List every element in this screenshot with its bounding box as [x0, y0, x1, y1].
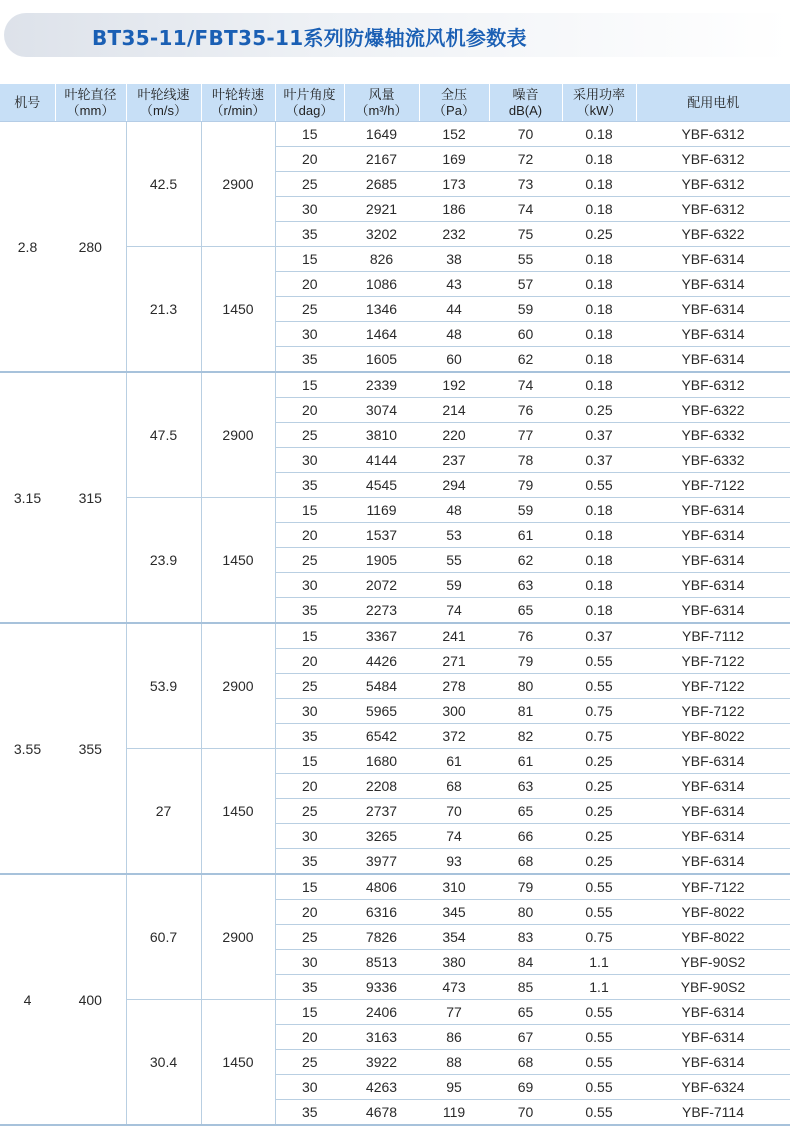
cell-motor: YBF-7122 [636, 674, 790, 699]
cell-motor: YBF-6314 [636, 799, 790, 824]
cell-motor: YBF-6324 [636, 1075, 790, 1100]
table-row [0, 122, 790, 147]
cell-power: 0.75 [562, 925, 636, 950]
cell-blade-angle: 25 [275, 172, 344, 197]
cell-power: 0.18 [562, 297, 636, 322]
cell-power: 0.18 [562, 347, 636, 373]
cell-rotation-speed: 1450 [201, 1000, 275, 1126]
cell-air-volume: 826 [344, 247, 419, 272]
cell-power: 0.37 [562, 623, 636, 649]
cell-motor: YBF-6314 [636, 598, 790, 624]
cell-total-pressure: 119 [419, 1100, 489, 1126]
cell-noise: 75 [489, 222, 562, 247]
cell-rotation-speed: 2900 [201, 372, 275, 498]
cell-total-pressure: 192 [419, 372, 489, 398]
cell-motor: YBF-6314 [636, 523, 790, 548]
cell-blade-angle: 30 [275, 950, 344, 975]
cell-line-speed: 53.9 [126, 623, 201, 749]
cell-power: 0.55 [562, 1050, 636, 1075]
cell-total-pressure: 74 [419, 824, 489, 849]
cell-blade-angle: 15 [275, 1000, 344, 1025]
cell-blade-angle: 35 [275, 724, 344, 749]
cell-noise: 63 [489, 573, 562, 598]
cell-motor: YBF-7122 [636, 874, 790, 900]
cell-noise: 59 [489, 297, 562, 322]
cell-total-pressure: 294 [419, 473, 489, 498]
cell-total-pressure: 60 [419, 347, 489, 373]
cell-air-volume: 6542 [344, 724, 419, 749]
cell-power: 0.18 [562, 247, 636, 272]
cell-noise: 79 [489, 649, 562, 674]
header-motor: 配用电机 [636, 84, 790, 122]
fan-model-group [0, 623, 790, 874]
cell-motor: YBF-7122 [636, 699, 790, 724]
cell-total-pressure: 214 [419, 398, 489, 423]
cell-motor: YBF-90S2 [636, 975, 790, 1000]
cell-total-pressure: 93 [419, 849, 489, 875]
cell-blade-angle: 25 [275, 925, 344, 950]
cell-total-pressure: 271 [419, 649, 489, 674]
cell-air-volume: 3074 [344, 398, 419, 423]
cell-blade-angle: 30 [275, 1075, 344, 1100]
cell-noise: 77 [489, 423, 562, 448]
cell-power: 0.55 [562, 473, 636, 498]
cell-air-volume: 4545 [344, 473, 419, 498]
cell-blade-angle: 15 [275, 247, 344, 272]
header-impeller-diameter: 叶轮直径 （mm） [55, 84, 126, 122]
cell-noise: 67 [489, 1025, 562, 1050]
cell-total-pressure: 220 [419, 423, 489, 448]
cell-blade-angle: 35 [275, 975, 344, 1000]
cell-motor: YBF-7122 [636, 649, 790, 674]
cell-blade-angle: 30 [275, 573, 344, 598]
cell-motor: YBF-6314 [636, 1000, 790, 1025]
header-total-pressure: 全压 （Pa） [419, 84, 489, 122]
cell-noise: 74 [489, 197, 562, 222]
cell-blade-angle: 20 [275, 147, 344, 172]
cell-blade-angle: 35 [275, 347, 344, 373]
cell-air-volume: 2273 [344, 598, 419, 624]
cell-motor: YBF-6314 [636, 1050, 790, 1075]
cell-motor: YBF-8022 [636, 724, 790, 749]
cell-total-pressure: 38 [419, 247, 489, 272]
cell-line-speed: 47.5 [126, 372, 201, 498]
cell-total-pressure: 241 [419, 623, 489, 649]
header-rotation-speed: 叶轮转速 （r/min） [201, 84, 275, 122]
cell-rotation-speed: 2900 [201, 874, 275, 1000]
cell-power: 0.25 [562, 774, 636, 799]
cell-blade-angle: 20 [275, 1025, 344, 1050]
cell-noise: 83 [489, 925, 562, 950]
cell-blade-angle: 30 [275, 824, 344, 849]
cell-motor: YBF-6312 [636, 197, 790, 222]
cell-line-speed: 60.7 [126, 874, 201, 1000]
cell-impeller-diameter: 355 [55, 623, 126, 874]
cell-blade-angle: 25 [275, 1050, 344, 1075]
cell-noise: 68 [489, 849, 562, 875]
cell-air-volume: 1605 [344, 347, 419, 373]
cell-motor: YBF-7122 [636, 473, 790, 498]
cell-motor: YBF-6314 [636, 297, 790, 322]
cell-air-volume: 3367 [344, 623, 419, 649]
cell-air-volume: 2072 [344, 573, 419, 598]
cell-blade-angle: 30 [275, 322, 344, 347]
cell-total-pressure: 59 [419, 573, 489, 598]
cell-motor: YBF-6312 [636, 122, 790, 147]
cell-noise: 79 [489, 874, 562, 900]
cell-power: 0.18 [562, 272, 636, 297]
cell-air-volume: 4263 [344, 1075, 419, 1100]
cell-machine-no: 3.15 [0, 372, 55, 623]
cell-air-volume: 3265 [344, 824, 419, 849]
cell-power: 0.18 [562, 598, 636, 624]
cell-machine-no: 3.55 [0, 623, 55, 874]
cell-power: 0.18 [562, 147, 636, 172]
cell-air-volume: 2167 [344, 147, 419, 172]
cell-line-speed: 27 [126, 749, 201, 875]
cell-impeller-diameter: 280 [55, 122, 126, 373]
cell-blade-angle: 35 [275, 849, 344, 875]
parameters-table [0, 84, 790, 1126]
cell-air-volume: 3202 [344, 222, 419, 247]
header-row [0, 84, 790, 122]
cell-blade-angle: 15 [275, 122, 344, 147]
cell-total-pressure: 43 [419, 272, 489, 297]
cell-air-volume: 4678 [344, 1100, 419, 1126]
cell-air-volume: 3977 [344, 849, 419, 875]
cell-air-volume: 1169 [344, 498, 419, 523]
cell-noise: 79 [489, 473, 562, 498]
cell-motor: YBF-6312 [636, 172, 790, 197]
cell-power: 0.55 [562, 674, 636, 699]
cell-noise: 62 [489, 347, 562, 373]
header-air-volume: 风量 （m³/h） [344, 84, 419, 122]
cell-air-volume: 2208 [344, 774, 419, 799]
cell-total-pressure: 70 [419, 799, 489, 824]
cell-power: 0.18 [562, 498, 636, 523]
cell-total-pressure: 278 [419, 674, 489, 699]
cell-noise: 65 [489, 799, 562, 824]
header-power: 采用功率 （kW） [562, 84, 636, 122]
cell-blade-angle: 30 [275, 699, 344, 724]
cell-air-volume: 1649 [344, 122, 419, 147]
cell-motor: YBF-6314 [636, 322, 790, 347]
cell-motor: YBF-8022 [636, 900, 790, 925]
cell-motor: YBF-7114 [636, 1100, 790, 1126]
cell-blade-angle: 35 [275, 473, 344, 498]
cell-total-pressure: 380 [419, 950, 489, 975]
cell-noise: 78 [489, 448, 562, 473]
cell-motor: YBF-6312 [636, 372, 790, 398]
cell-power: 0.55 [562, 1000, 636, 1025]
cell-power: 0.18 [562, 573, 636, 598]
cell-blade-angle: 20 [275, 398, 344, 423]
cell-blade-angle: 25 [275, 799, 344, 824]
cell-motor: YBF-6322 [636, 222, 790, 247]
cell-blade-angle: 25 [275, 674, 344, 699]
cell-blade-angle: 15 [275, 749, 344, 774]
fan-model-group [0, 372, 790, 623]
cell-air-volume: 2921 [344, 197, 419, 222]
cell-motor: YBF-6314 [636, 498, 790, 523]
cell-power: 0.25 [562, 799, 636, 824]
cell-rotation-speed: 2900 [201, 122, 275, 247]
cell-power: 0.25 [562, 849, 636, 875]
cell-total-pressure: 55 [419, 548, 489, 573]
header-machine-no: 机号 [0, 84, 55, 122]
cell-air-volume: 1086 [344, 272, 419, 297]
cell-motor: YBF-6314 [636, 247, 790, 272]
cell-power: 0.18 [562, 172, 636, 197]
cell-air-volume: 1346 [344, 297, 419, 322]
cell-total-pressure: 86 [419, 1025, 489, 1050]
cell-rotation-speed: 2900 [201, 623, 275, 749]
cell-air-volume: 2737 [344, 799, 419, 824]
cell-air-volume: 3922 [344, 1050, 419, 1075]
cell-air-volume: 3810 [344, 423, 419, 448]
cell-noise: 76 [489, 623, 562, 649]
table-row [0, 874, 790, 900]
cell-total-pressure: 186 [419, 197, 489, 222]
cell-power: 0.37 [562, 423, 636, 448]
cell-noise: 63 [489, 774, 562, 799]
cell-power: 0.55 [562, 874, 636, 900]
cell-noise: 61 [489, 749, 562, 774]
cell-motor: YBF-6314 [636, 1025, 790, 1050]
cell-air-volume: 8513 [344, 950, 419, 975]
cell-blade-angle: 15 [275, 623, 344, 649]
cell-motor: YBF-6314 [636, 749, 790, 774]
cell-noise: 74 [489, 372, 562, 398]
cell-power: 1.1 [562, 950, 636, 975]
cell-total-pressure: 473 [419, 975, 489, 1000]
cell-noise: 69 [489, 1075, 562, 1100]
cell-noise: 85 [489, 975, 562, 1000]
cell-noise: 62 [489, 548, 562, 573]
cell-noise: 84 [489, 950, 562, 975]
table-row [0, 623, 790, 649]
cell-power: 0.55 [562, 649, 636, 674]
cell-noise: 55 [489, 247, 562, 272]
cell-noise: 82 [489, 724, 562, 749]
cell-total-pressure: 300 [419, 699, 489, 724]
cell-air-volume: 1537 [344, 523, 419, 548]
header-blade-angle: 叶片角度 （dag） [275, 84, 344, 122]
cell-total-pressure: 354 [419, 925, 489, 950]
cell-air-volume: 1680 [344, 749, 419, 774]
cell-total-pressure: 152 [419, 122, 489, 147]
cell-blade-angle: 20 [275, 774, 344, 799]
cell-power: 0.25 [562, 824, 636, 849]
cell-motor: YBF-6314 [636, 347, 790, 373]
cell-line-speed: 30.4 [126, 1000, 201, 1126]
cell-motor: YBF-6314 [636, 573, 790, 598]
cell-total-pressure: 345 [419, 900, 489, 925]
cell-blade-angle: 35 [275, 1100, 344, 1126]
cell-power: 0.25 [562, 398, 636, 423]
cell-machine-no: 2.8 [0, 122, 55, 373]
cell-blade-angle: 15 [275, 874, 344, 900]
cell-noise: 76 [489, 398, 562, 423]
cell-power: 0.18 [562, 122, 636, 147]
cell-air-volume: 4806 [344, 874, 419, 900]
cell-total-pressure: 169 [419, 147, 489, 172]
cell-noise: 65 [489, 598, 562, 624]
cell-air-volume: 2406 [344, 1000, 419, 1025]
cell-power: 0.18 [562, 322, 636, 347]
cell-line-speed: 21.3 [126, 247, 201, 373]
cell-blade-angle: 15 [275, 498, 344, 523]
cell-noise: 81 [489, 699, 562, 724]
cell-noise: 80 [489, 900, 562, 925]
cell-total-pressure: 68 [419, 774, 489, 799]
cell-power: 0.18 [562, 372, 636, 398]
cell-noise: 68 [489, 1050, 562, 1075]
cell-air-volume: 9336 [344, 975, 419, 1000]
cell-total-pressure: 74 [419, 598, 489, 624]
cell-noise: 80 [489, 674, 562, 699]
cell-noise: 70 [489, 1100, 562, 1126]
cell-noise: 61 [489, 523, 562, 548]
cell-air-volume: 7826 [344, 925, 419, 950]
fan-model-group [0, 874, 790, 1125]
cell-motor: YBF-6314 [636, 774, 790, 799]
cell-power: 1.1 [562, 975, 636, 1000]
cell-line-speed: 42.5 [126, 122, 201, 247]
cell-rotation-speed: 1450 [201, 749, 275, 875]
cell-blade-angle: 20 [275, 523, 344, 548]
cell-motor: YBF-90S2 [636, 950, 790, 975]
cell-power: 0.75 [562, 699, 636, 724]
page-title: BT35-11/FBT35-11系列防爆轴流风机参数表 [92, 26, 527, 50]
cell-motor: YBF-6332 [636, 448, 790, 473]
cell-power: 0.18 [562, 197, 636, 222]
cell-blade-angle: 20 [275, 900, 344, 925]
cell-power: 0.18 [562, 548, 636, 573]
cell-line-speed: 23.9 [126, 498, 201, 624]
cell-power: 0.25 [562, 222, 636, 247]
cell-air-volume: 5484 [344, 674, 419, 699]
cell-total-pressure: 61 [419, 749, 489, 774]
cell-impeller-diameter: 400 [55, 874, 126, 1125]
cell-motor: YBF-6314 [636, 824, 790, 849]
cell-total-pressure: 372 [419, 724, 489, 749]
cell-blade-angle: 15 [275, 372, 344, 398]
cell-total-pressure: 44 [419, 297, 489, 322]
cell-motor: YBF-8022 [636, 925, 790, 950]
cell-air-volume: 2685 [344, 172, 419, 197]
cell-noise: 57 [489, 272, 562, 297]
cell-noise: 60 [489, 322, 562, 347]
cell-motor: YBF-6314 [636, 272, 790, 297]
cell-rotation-speed: 1450 [201, 498, 275, 624]
cell-air-volume: 3163 [344, 1025, 419, 1050]
cell-motor: YBF-6322 [636, 398, 790, 423]
cell-air-volume: 1464 [344, 322, 419, 347]
fan-model-group [0, 122, 790, 373]
cell-power: 0.75 [562, 724, 636, 749]
cell-total-pressure: 53 [419, 523, 489, 548]
cell-air-volume: 5965 [344, 699, 419, 724]
cell-total-pressure: 173 [419, 172, 489, 197]
cell-air-volume: 4426 [344, 649, 419, 674]
cell-power: 0.55 [562, 1025, 636, 1050]
cell-blade-angle: 30 [275, 448, 344, 473]
cell-power: 0.55 [562, 900, 636, 925]
cell-total-pressure: 48 [419, 498, 489, 523]
cell-blade-angle: 25 [275, 423, 344, 448]
cell-power: 0.18 [562, 523, 636, 548]
cell-blade-angle: 35 [275, 222, 344, 247]
cell-power: 0.55 [562, 1075, 636, 1100]
cell-air-volume: 6316 [344, 900, 419, 925]
cell-motor: YBF-7112 [636, 623, 790, 649]
cell-total-pressure: 88 [419, 1050, 489, 1075]
cell-blade-angle: 20 [275, 649, 344, 674]
cell-noise: 65 [489, 1000, 562, 1025]
cell-rotation-speed: 1450 [201, 247, 275, 373]
header-line-speed: 叶轮线速 （m/s） [126, 84, 201, 122]
cell-noise: 72 [489, 147, 562, 172]
cell-blade-angle: 35 [275, 598, 344, 624]
cell-blade-angle: 25 [275, 548, 344, 573]
cell-noise: 66 [489, 824, 562, 849]
cell-blade-angle: 30 [275, 197, 344, 222]
cell-noise: 59 [489, 498, 562, 523]
cell-impeller-diameter: 315 [55, 372, 126, 623]
cell-power: 0.25 [562, 749, 636, 774]
cell-total-pressure: 232 [419, 222, 489, 247]
cell-blade-angle: 20 [275, 272, 344, 297]
cell-power: 0.37 [562, 448, 636, 473]
cell-motor: YBF-6312 [636, 147, 790, 172]
cell-noise: 73 [489, 172, 562, 197]
cell-total-pressure: 77 [419, 1000, 489, 1025]
cell-air-volume: 2339 [344, 372, 419, 398]
cell-motor: YBF-6314 [636, 849, 790, 875]
cell-total-pressure: 48 [419, 322, 489, 347]
cell-total-pressure: 237 [419, 448, 489, 473]
cell-motor: YBF-6314 [636, 548, 790, 573]
cell-total-pressure: 310 [419, 874, 489, 900]
cell-blade-angle: 25 [275, 297, 344, 322]
cell-air-volume: 1905 [344, 548, 419, 573]
cell-power: 0.55 [562, 1100, 636, 1126]
cell-noise: 70 [489, 122, 562, 147]
cell-total-pressure: 95 [419, 1075, 489, 1100]
cell-machine-no: 4 [0, 874, 55, 1125]
cell-motor: YBF-6332 [636, 423, 790, 448]
header-noise: 噪音 dB(A) [489, 84, 562, 122]
cell-air-volume: 4144 [344, 448, 419, 473]
table-row [0, 372, 790, 398]
